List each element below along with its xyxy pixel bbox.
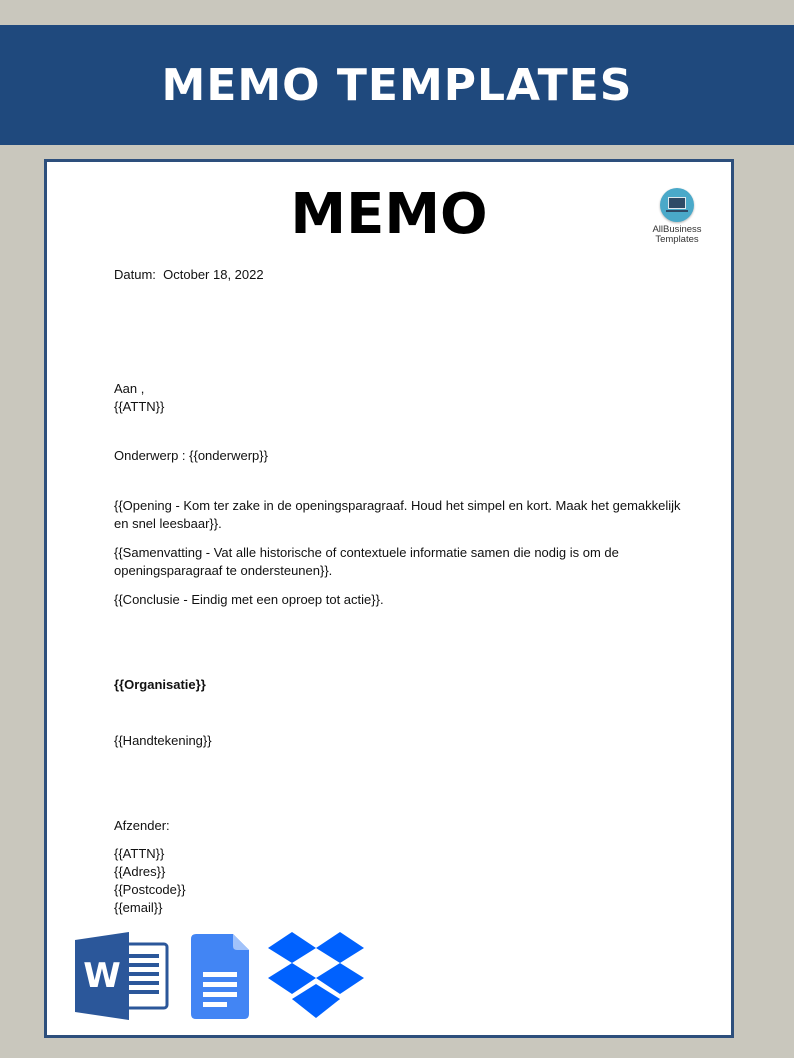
logo-text: AllBusiness Templates: [652, 224, 702, 245]
google-docs-icon[interactable]: [191, 934, 249, 1019]
date-line: Datum: October 18, 2022: [114, 267, 264, 282]
sender-postcode: {{Postcode}}: [114, 882, 186, 897]
conclusion-paragraph: {{Conclusie - Eindig met een oproep tot actie}}.: [114, 592, 384, 607]
signature-placeholder: {{Handtekening}}: [114, 733, 212, 748]
word-icon[interactable]: [75, 932, 167, 1020]
recipient-block: [114, 380, 164, 416]
opening-paragraph: {{Opening - Kom ter zake in de openingsparagraaf. Houd het simpel en kort. Maak het gemakkelijk en snel leesbaar}}.: [114, 498, 681, 531]
to-label: Aan ,: [114, 381, 145, 396]
memo-document: [44, 159, 734, 1038]
dropbox-icon[interactable]: [268, 932, 364, 1018]
laptop-icon: [660, 188, 694, 222]
app-icons: [75, 932, 375, 1027]
sender-label: Afzender:: [114, 818, 170, 833]
organisation-placeholder: {{Organisatie}}: [114, 677, 206, 692]
to-value: {{ATTN}}: [114, 399, 165, 414]
memo-title: MEMO: [290, 182, 488, 247]
sender-address: {{Adres}}: [114, 864, 166, 879]
app-icons-svg: [75, 932, 375, 1022]
banner-title: MEMO TEMPLATES: [161, 59, 633, 111]
subject-line: Onderwerp : {{onderwerp}}: [114, 448, 268, 463]
sender-attn: {{ATTN}}: [114, 846, 165, 861]
svg-text:W: W: [83, 956, 121, 996]
header-banner: [0, 25, 794, 145]
allbusiness-logo[interactable]: [642, 188, 712, 245]
summary-paragraph: {{Samenvatting - Vat alle historische of contextuele informatie samen die nodig is om de openingsparagraaf te ondersteunen}}.: [114, 545, 619, 578]
sender-email: {{email}}: [114, 900, 163, 915]
sender-block: [114, 845, 186, 917]
date-label: Datum: [114, 267, 153, 282]
date-value: October 18, 2022: [163, 267, 264, 282]
